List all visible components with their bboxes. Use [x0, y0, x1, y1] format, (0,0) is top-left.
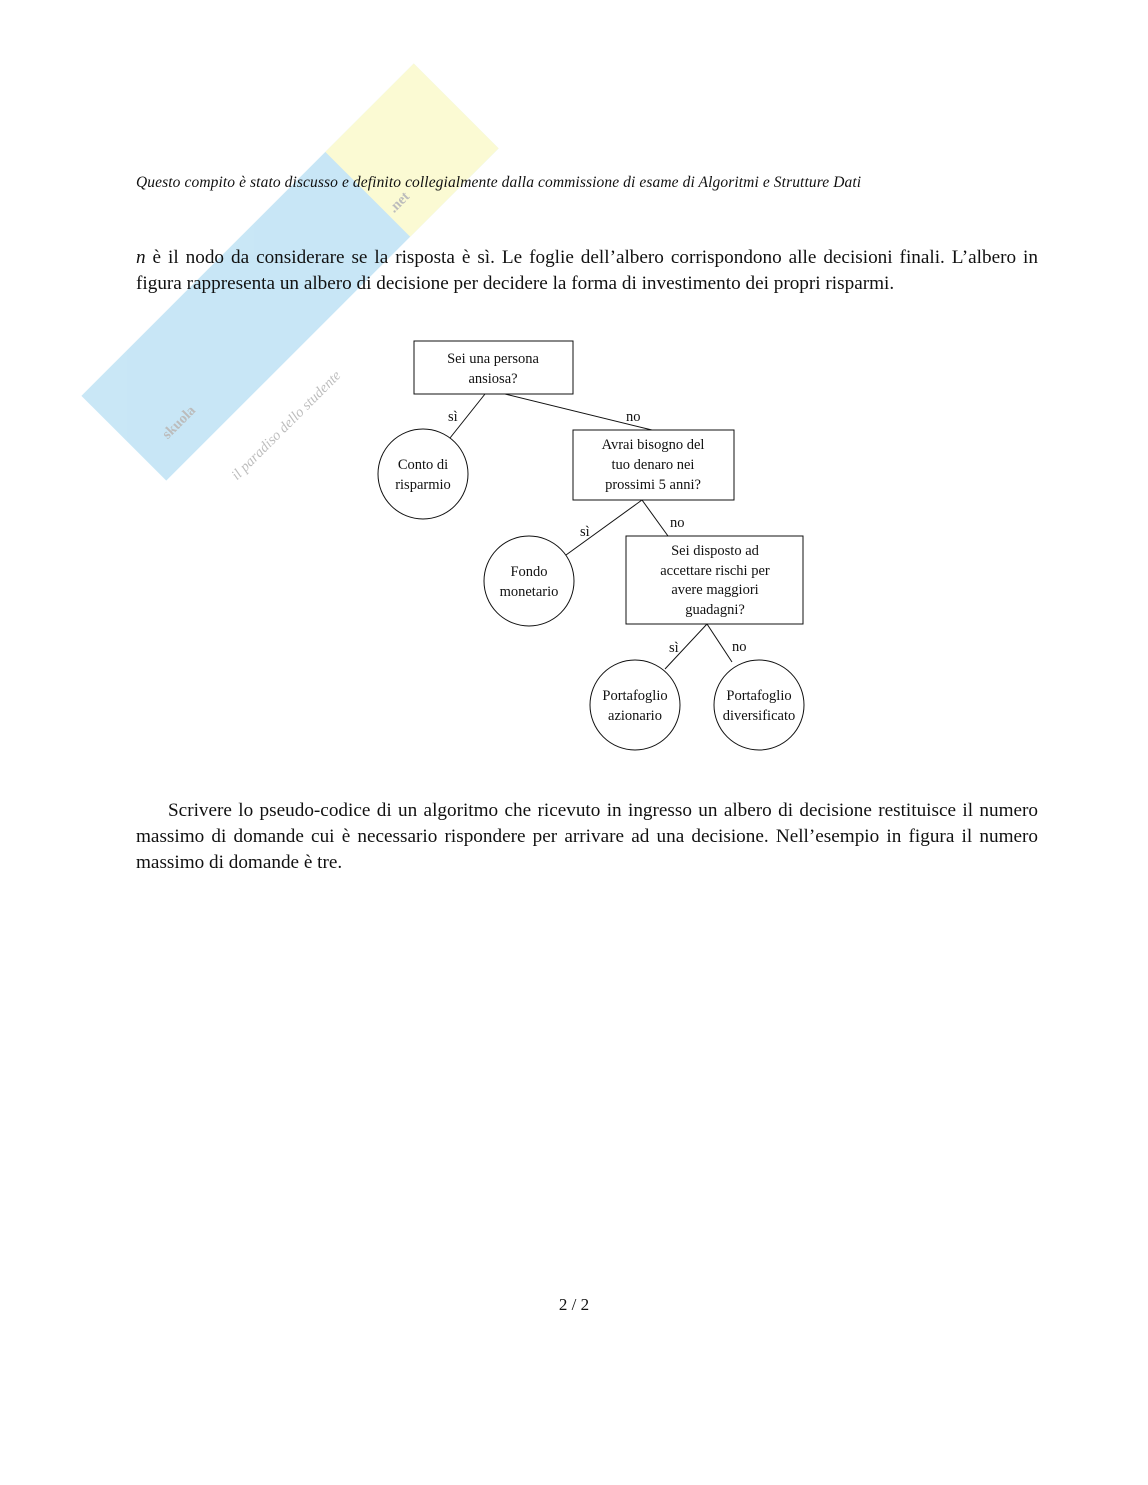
edge-label-yes-1: sì	[448, 409, 458, 425]
intro-text: è il nodo da considerare se la risposta è sì. Le foglie dell’albero corrispondono alle decisioni finali. L’albero in figura rappresenta un albero di decisione per decidere la forma di investimento dei propri risparmi.	[136, 247, 1038, 294]
leaf3-line-2: azionario	[608, 708, 662, 724]
q1-line-1: Sei una persona	[447, 351, 539, 367]
question-node-anxious	[414, 341, 573, 394]
decision-tree-figure	[370, 338, 810, 753]
leaf2-line-1: Fondo	[510, 564, 548, 580]
leaf-node-equity-portfolio	[590, 660, 680, 750]
edge-q3-leaf4	[707, 624, 732, 662]
leaf1-line-2: risparmio	[395, 477, 451, 493]
edge-label-no-2: no	[670, 515, 685, 531]
q3-line-3: avere maggiori	[671, 582, 759, 598]
svg-text:il paradiso dello studente: il paradiso dello studente	[228, 367, 345, 484]
q2-line-3: prossimi 5 anni?	[605, 477, 701, 493]
leaf-node-savings-account	[378, 429, 468, 519]
q2-line-2: tuo denaro nei	[611, 457, 695, 473]
q3-line-1: Sei disposto ad	[671, 543, 759, 559]
q1-line-2: ansiosa?	[468, 371, 518, 387]
question-node-accept-risk	[626, 536, 803, 624]
edge-q2-q3	[642, 500, 668, 536]
edge-label-yes-2: sì	[580, 524, 590, 540]
leaf4-line-1: Portafoglio	[726, 688, 792, 704]
edge-label-yes-3: sì	[669, 640, 679, 656]
edge-label-no-3: no	[732, 639, 747, 655]
q2-line-1: Avrai bisogno del	[601, 437, 705, 453]
task-text: Scrivere lo pseudo-codice di un algoritmo che ricevuto in ingresso un albero di decisione restituisce il numero massimo di domande cui è necessario rispondere per arrivare ad una decisione. Nell’esempio in figura il numero massimo di domande è tre.	[136, 800, 1038, 873]
q3-line-2: accettare rischi per	[660, 563, 770, 579]
intro-paragraph	[136, 245, 1038, 297]
exam-header-note: Questo compito è stato discusso e definito collegialmente dalla commissione di esame di Algoritmi e Strutture Dati	[136, 174, 862, 191]
question-node-need-money	[573, 430, 734, 500]
variable-n: n	[136, 247, 146, 268]
leaf4-line-2: diversificato	[722, 708, 796, 724]
task-paragraph	[136, 798, 1038, 876]
leaf1-line-1: Conto di	[397, 457, 449, 473]
leaf-node-diversified-portfolio	[714, 660, 804, 750]
q3-line-4: guadagni?	[685, 602, 745, 618]
leaf2-line-2: monetario	[499, 584, 559, 600]
svg-text:.net: .net	[385, 188, 414, 217]
leaf-node-money-market-fund	[484, 536, 574, 626]
svg-text:skuola: skuola	[159, 402, 200, 443]
leaf3-line-1: Portafoglio	[602, 688, 668, 704]
page-number: 2 / 2	[558, 1295, 590, 1314]
edge-label-no-1: no	[626, 409, 641, 425]
